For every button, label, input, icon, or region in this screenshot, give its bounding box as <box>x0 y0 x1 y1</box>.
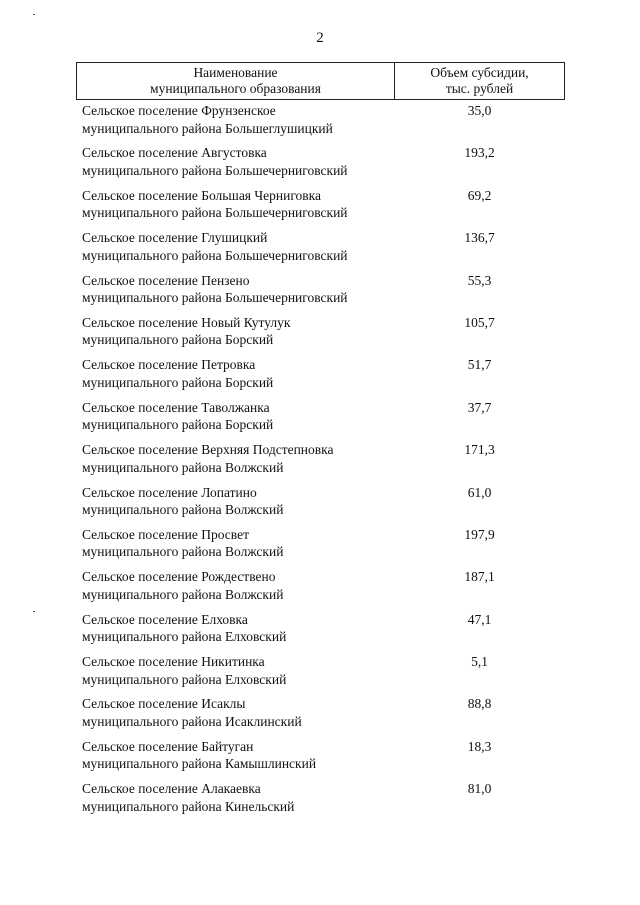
municipality-name-line1: Сельское поселение Просвет <box>82 526 249 542</box>
municipality-name-line1: Сельское поселение Августовка <box>82 145 267 161</box>
subsidy-amount: 37,7 <box>467 399 492 415</box>
municipality-name-line1: Сельское поселение Новый Кутулук <box>82 314 291 330</box>
subsidy-amount: 47,1 <box>467 611 492 627</box>
municipality-name-line1: Сельское поселение Алакаевка <box>82 781 261 797</box>
municipality-name-line2: муниципального района Борский <box>82 374 274 390</box>
header-name-line2: муниципального образования <box>150 81 321 96</box>
municipality-name-line1: Сельское поселение Верхняя Подстепновка <box>82 442 334 458</box>
municipality-name-line2: муниципального района Большеглушицкий <box>82 120 333 136</box>
page-number: 2 <box>316 30 324 46</box>
scan-mark-top <box>33 14 35 15</box>
municipality-name <box>76 780 394 822</box>
subsidy-amount: 136,7 <box>464 230 495 246</box>
municipality-name <box>76 695 394 737</box>
subsidy-amount: 197,9 <box>464 526 495 542</box>
municipality-name-line1: Сельское поселение Таволжанка <box>82 399 270 415</box>
table-row <box>76 314 565 356</box>
table-row <box>76 780 565 822</box>
table-row <box>76 484 565 526</box>
subsidy-amount: 81,0 <box>467 781 492 797</box>
table-body <box>76 102 565 823</box>
municipality-name-line2: муниципального района Большечерниговский <box>82 290 348 306</box>
municipality-name <box>76 229 394 271</box>
subsidy-amount: 5,1 <box>471 654 488 670</box>
municipality-name-line2: муниципального района Волжский <box>82 544 284 560</box>
table-row <box>76 229 565 271</box>
subsidy-table <box>76 62 565 823</box>
municipality-name-line2: муниципального района Большечерниговский <box>82 247 348 263</box>
municipality-name <box>76 484 394 526</box>
municipality-name <box>76 441 394 483</box>
subsidy-amount: 187,1 <box>464 569 495 585</box>
table-row <box>76 568 565 610</box>
table-row <box>76 653 565 695</box>
municipality-name-line2: муниципального района Елховский <box>82 629 287 645</box>
municipality-name-line1: Сельское поселение Исаклы <box>82 696 246 712</box>
municipality-name <box>76 568 394 610</box>
header-amount-line1: Объем субсидии, <box>430 65 529 80</box>
table-row <box>76 144 565 186</box>
table-row <box>76 272 565 314</box>
subsidy-amount: 35,0 <box>467 103 492 118</box>
municipality-name-line2: муниципального района Волжский <box>82 502 284 518</box>
subsidy-amount: 51,7 <box>467 357 492 373</box>
municipality-name <box>76 611 394 653</box>
municipality-name <box>76 314 394 356</box>
table-row <box>76 399 565 441</box>
municipality-name <box>76 399 394 441</box>
municipality-name-line2: муниципального района Исаклинский <box>82 713 302 729</box>
municipality-name-line2: муниципального района Камышлинский <box>82 756 317 772</box>
subsidy-amount: 171,3 <box>464 442 495 458</box>
subsidy-amount: 61,0 <box>467 484 492 500</box>
municipality-name-line2: муниципального района Большечерниговский <box>82 205 348 221</box>
municipality-name-line2: муниципального района Кинельский <box>82 798 295 814</box>
municipality-name-line1: Сельское поселение Пензено <box>82 272 250 288</box>
subsidy-amount: 88,8 <box>467 696 492 712</box>
scan-mark-middle <box>33 611 35 612</box>
municipality-name <box>76 272 394 314</box>
municipality-name-line2: муниципального района Елховский <box>82 671 287 687</box>
municipality-name <box>76 356 394 398</box>
table-row <box>76 102 565 144</box>
table-row <box>76 611 565 653</box>
municipality-name-line1: Сельское поселение Глушицкий <box>82 230 268 246</box>
table-row <box>76 187 565 229</box>
municipality-name-line1: Сельское поселение Петровка <box>82 357 256 373</box>
table-row <box>76 738 565 780</box>
municipality-name-line1: Сельское поселение Байтуган <box>82 738 254 754</box>
table-row <box>76 441 565 483</box>
header-name-line1: Наименование <box>193 65 278 80</box>
municipality-name-line2: муниципального района Большечерниговский <box>82 162 348 178</box>
municipality-name <box>76 144 394 186</box>
table-row <box>76 526 565 568</box>
municipality-name <box>76 187 394 229</box>
subsidy-amount: 105,7 <box>464 314 495 330</box>
municipality-name-line2: муниципального района Борский <box>82 417 274 433</box>
table-header <box>76 62 565 100</box>
municipality-name-line1: Сельское поселение Лопатино <box>82 484 257 500</box>
municipality-name-line1: Сельское поселение Рождествено <box>82 569 276 585</box>
municipality-name-line1: Сельское поселение Никитинка <box>82 654 265 670</box>
subsidy-amount: 69,2 <box>467 187 492 203</box>
subsidy-amount: 55,3 <box>467 272 492 288</box>
municipality-name-line2: муниципального района Волжский <box>82 459 284 475</box>
municipality-name-line1: Сельское поселение Фрунзенское <box>82 103 276 118</box>
header-name-cell <box>77 63 395 99</box>
header-amount-cell <box>395 63 564 99</box>
subsidy-amount: 18,3 <box>467 738 492 754</box>
municipality-name-line2: муниципального района Борский <box>82 332 274 348</box>
table-row <box>76 695 565 737</box>
municipality-name <box>76 526 394 568</box>
municipality-name-line1: Сельское поселение Большая Черниговка <box>82 187 322 203</box>
municipality-name <box>76 738 394 780</box>
subsidy-amount: 193,2 <box>464 145 495 161</box>
municipality-name <box>76 102 394 144</box>
municipality-name-line2: муниципального района Волжский <box>82 586 284 602</box>
header-amount-line2: тыс. рублей <box>445 81 514 96</box>
municipality-name <box>76 653 394 695</box>
table-row <box>76 356 565 398</box>
municipality-name-line1: Сельское поселение Елховка <box>82 611 248 627</box>
